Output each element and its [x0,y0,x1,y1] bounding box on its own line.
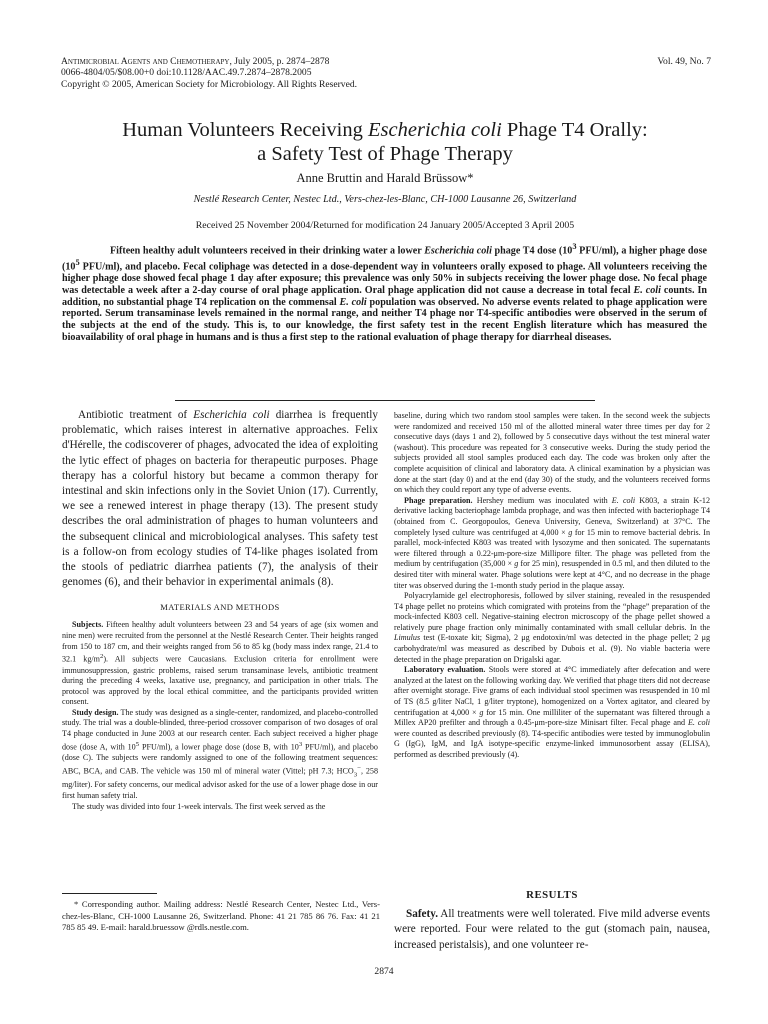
footnote-divider [62,893,157,894]
study-design-paragraph: Study design. The study was designed as a single-center, randomized, and placebo-controlled study. The trial was a double-blinded, three-period crossover comparison of two dosages of oral T4 phage conducted in June 2003 at our research center. Each subject received a higher phage dose (dose A, with $10^5$ PFU/ml), a lower phage dose (dose B, with $10^3$ PFU/ml), and placebo (dose C). The subjects were randomly assigned to one of the following treatment sequences: ABC, BCA, and CAB. The vehicle was 150 ml of mineral water (Vittel; pH 7.3; $HCO_3^-$, 258 mg/liter). For safety concerns, our medical advisor asked for the use of a lower phage dose in our first human safety trial. [62,707,378,801]
received-dates: Received 25 November 2004/Returned for modification 24 January 2005/Accepted 3 April 2005 [195,220,575,231]
gel-electrophoresis-paragraph: Polyacrylamide gel electrophoresis, followed by silver staining, revealed in the resuspended T4 phage pellet no proteins which comigrated with proteins from the “phage” preparation of the mock-infected K803 cell. Negative-staining electron microscopy of the phage pellet showed a relatively pure phage fraction only minimally contaminated with small cellular debris. In the Limulus test (E-toxate kit; Sigma), 2 μg endotoxin/ml was detected in the phage pellet; 2 μg carbohydrate/ml was measured as described by Dubois et al. (9). No viable bacteria were detected in the phage preparation on Drigalski agar. [394,591,710,664]
abstract-divider [175,400,595,401]
affiliation: Nestlé Research Center, Nestec Ltd., Vers-chez-les-Blanc, CH-1000 Lausanne 26, Switzerland [193,194,577,205]
results-heading: RESULTS [526,889,578,901]
subjects-paragraph: Subjects. Fifteen healthy adult volunteers between 23 and 54 years of age (six women and nine men) were recruited from the personnel at the Nestlé Research Center. Their heights ranged from 150 to 187 cm, and their weights ranged from 56 to 85 kg (body mass index range, 21.4 to 32.1 $kg/m^2$). All subjects were Caucasians. Exclusion criteria for enrollment were immunosuppression, gastric problems, raised serum transaminase levels, antibiotic treatment during the preceding 4 weeks, laxative use, pregnancy, and participation in other trials. The protocol was approved by the local ethical committee, and the participants provided written consent. [62,620,378,707]
results-paragraph: Safety. All treatments were well tolerated. Five mild adverse events were reported. Four were related to the gut (stomach pain, nausea, increased peristalsis), and one volunteer re- [394,908,710,951]
journal-name: Antimicrobial Agents and Chemotherapy [61,56,230,67]
title-line-2: a Safety Test of Phage Therapy [257,143,513,165]
running-header [61,56,711,90]
right-column [394,411,710,761]
volume-label: Vol. 49, No. 7 [657,56,711,67]
title-line-1: Human Volunteers Receiving Escherichia coli Phage T4 Orally: [122,119,648,141]
article-title [40,118,730,166]
laboratory-evaluation-paragraph: Laboratory evaluation. Stools were stored at 4°C immediately after defecation and were analyzed at the latest on the following working day. We verified that phage titers did not decrease after overnight storage. Five grams of each individual stool specimen was resuspended in 10 ml of TS (8.5 g/liter NaCl, 1 g/liter tryptone), homogenized on a Vortex agitator, and cleared by centrifugation at 4,000 × g for 15 min. One milliliter of the supernatant was filtered through a Millex AP20 prefilter and through a 0.45-μm-pore-size Minisart filter. Fecal phage and E. coli were counted as described previously (8). T4-specific antibodies were tested by immunoglobulin G (IgG), IgM, and IgA isotype-specific enzyme-linked immunosorbent assay (ELISA), performed as described previously (4). [394,665,710,759]
abstract: Fifteen healthy adult volunteers received in their drinking water a lower Escherichia coli phage T4 dose ($10^3$ PFU/ml), a higher phage dose ($10^5$ PFU/ml), and placebo. Fecal coliphage was detected in a dose-dependent way in volunteers orally exposed to phage. All volunteers receiving the higher phage dose showed fecal phage 1 day after exposure; this prevalence was only 50% in subjects receiving the lower phage dose. No fecal phage was detectable a week after a 2-day course of oral phage application. Oral phage application did not cause a decrease in total fecal E. coli counts. In addition, no substantial phage T4 replication on the commensal E. coli population was observed. No adverse events related to phage application were reported. Serum transaminase levels remained in the normal range, and neither T4 phage nor T4-specific antibodies were observed in the serum of the subjects at the end of the study. This is, to our knowledge, the first safety test in the recent English literature which has measured the bioavailability of oral phage in humans and is thus a first step to the rational evaluation of phage therapy for diarrheal diseases. [62,242,708,343]
doi-line: 0066-4804/05/$08.00+0 doi:10.1128/AAC.49.7.2874–2878.2005 [61,67,312,79]
page-number: 2874 [374,966,394,977]
left-column [62,408,378,812]
introduction-paragraph: Antibiotic treatment of Escherichia coli diarrhea is frequently problematic, which raises interest in alternative approaches. Felix d'Hérelle, the codiscoverer of phages, advocated the idea of exploiting the lytic effect of phages on bacteria for therapeutic purposes. Phage therapy has a colorful history but became a common therapy for intestinal and skin infections only in the Soviet Union (17). Currently, we see a renewed interest in phage therapy (13). The present study describes the oral administration of phages to human volunteers and the subsequent clinical and microbiological analyses. This safety test is a follow-on from ecology studies of T4-like phages isolated from the stools of pediatric diarrhea patients (7), the analysis of their genomes (6), and their behavior in experimental animals (8). [62,409,378,589]
phage-preparation-paragraph: Phage preparation. Hershey medium was inoculated with E. coli K803, a strain K-12 derivative lacking bacteriophage lambda prophage, and was then infected with bacteriophage T4 (obtained from C. Georgopoulos, Geneva University, Geneva, Switzerland) at 37°C. The completely lysed culture was centrifuged at 4,000 × g for 15 min to remove bacterial debris. In parallel, mock-infected K803 was treated with lysozyme and then sonicated. The supernatants were filtered through a 0.22-μm-pore-size Millipore filter. The phage was pelleted from the medium by centrifugation (35,000 × g for 25 min), resuspended in 0.5 ml, and then diluted to the desired titer with mineral water. Phage solutions were kept at 4°C, and no decrease in the phage titer was observed during the 1-month study period in the plaque assay. [394,495,710,590]
baseline-paragraph: baseline, during which two random stool samples were taken. In the second week the subjects were randomized and received 150 ml of the allotted mineral water three times per day for 2 consecutive days (days 1 and 2), followed by 5 consecutive days without the test mineral water (washout). This procedure was repeated for 3 consecutive weeks. During the study period the subjects provided all stool samples produced each day. The code was broken only after the complete acquisition of clinical and laboratory data. A clinical examination by a physician was done at the start (day 0) and at the end (day 30) of the study, and the volunteers received forms on which they could report any type of adverse events. [394,411,710,495]
copyright-line: Copyright © 2005, American Society for Microbiology. All Rights Reserved. [61,78,358,90]
title-species: Escherichia coli [368,119,502,141]
corresponding-author-footnote: * Corresponding author. Mailing address: Nestlé Research Center, Nestec Ltd., Vers-chez-les-Blanc, CH-1000 Lausanne 26, Switzerland. Phone: 41 21 785 86 76. Fax: 41 21 785 85 49. E-mail: harald.bruessow @rdls.nestle.com. [62,899,380,933]
study-design-continued: The study was divided into four 1-week intervals. The first week served as the [72,801,326,811]
journal-citation [61,56,711,67]
methods-heading: MATERIALS AND METHODS [160,602,280,613]
issue-pages: , July 2005, p. 2874–2878 [229,56,330,67]
authors: Anne Bruttin and Harald Brüssow* [296,171,474,185]
